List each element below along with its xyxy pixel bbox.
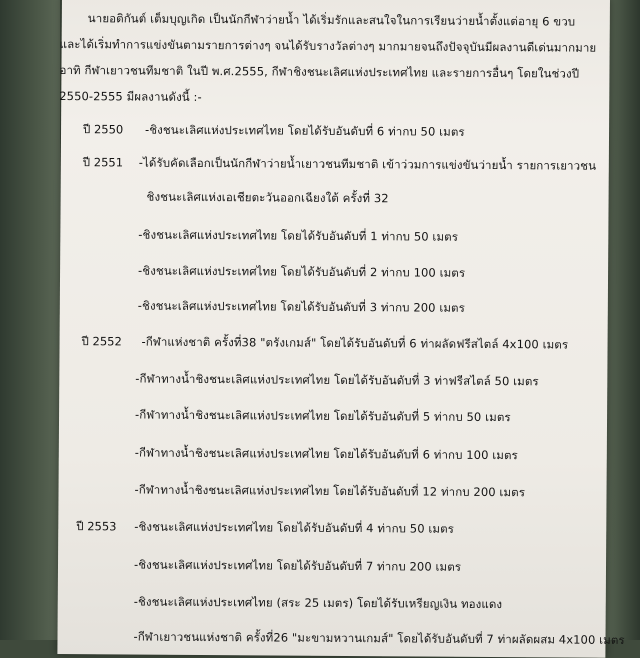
year-label-2550: ปี 2550 — [83, 122, 124, 137]
document-page — [57, 0, 625, 658]
entry-2552-4: -กีฬาทางน้ำชิงชนะเลิศแห่งประเทศไทย โดยได้รับอันดับที่ 6 ท่ากบ 100 เมตร — [134, 445, 518, 463]
entry-2552-5: -กีฬาทางน้ำชิงชนะเลิศแห่งประเทศไทย โดยได้รับอันดับที่ 12 ท่ากบ 200 เมตร — [134, 482, 526, 500]
year-label-2552: ปี 2552 — [81, 334, 122, 349]
entry-2553-1: -ชิงชนะเลิศแห่งประเทศไทย โดยได้รับอันดับที่ 4 ท่ากบ 50 เมตร — [134, 519, 455, 536]
intro-line-3: อาทิ กีฬาเยาวชนทีมชาติ ในปี พ.ศ.2555, กีฬาชิงชนะเลิศแห่งประเทศไทย และรายการอื่นๆ โดยในช่วงปี — [59, 62, 580, 81]
entry-2553-2: -ชิงชนะเลิศแห่งประเทศไทย โดยได้รับอันดับที่ 7 ท่ากบ 200 เมตร — [133, 557, 462, 574]
entry-2553-3: -ชิงชนะเลิศแห่งประเทศไทย (สระ 25 เมตร) โดยได้รับเหรียญเงิน ทองแดง — [133, 594, 503, 612]
entry-2552-1: -กีฬาแห่งชาติ ครั้งที่38 "ตรังเกมส์" โดยได้รับอันดับที่ 6 ท่าผลัดฟรีสไตล์ 4x100 เมตร — [141, 334, 569, 352]
intro-line-4: 2550-2555 มีผลงานดังนี้ :- — [59, 88, 202, 104]
entry-2550-1: -ชิงชนะเลิศแห่งประเทศไทย โดยได้รับอันดับที่ 6 ท่ากบ 50 เมตร — [145, 122, 465, 139]
entry-2552-2: -กีฬาทางน้ำชิงชนะเลิศแห่งประเทศไทย โดยได้รับอันดับที่ 3 ท่าฟรีสไตล์ 50 เมตร — [135, 371, 539, 389]
background-left — [0, 0, 60, 640]
intro-line-1: นายอติกันต์ เต็มบุญเกิด เป็นนักกีฬาว่ายน้ำ ได้เริ่มรักและสนใจในการเรียนว่ายน้ำตั้งแต่อายุ 6 ขวบ — [87, 11, 576, 29]
entry-2551-4: -ชิงชนะเลิศแห่งประเทศไทย โดยได้รับอันดับที่ 3 ท่ากบ 200 เมตร — [137, 298, 465, 315]
entry-2551-1-cont: ชิงชนะเลิศแห่งเอเชียตะวันออกเฉียงใต้ ครั้งที่ 32 — [146, 189, 389, 206]
year-label-2551: ปี 2551 — [82, 155, 124, 170]
year-label-2553: ปี 2553 — [76, 519, 117, 534]
entry-2553-4: -กีฬาเยาวชนแห่งชาติ ครั้งที่26 "มะขามหวานเกมส์" โดยได้รับอันดับที่ 7 ท่าผลัดผสม 4x100 เมตร — [133, 629, 625, 647]
entry-2552-3: -กีฬาทางน้ำชิงชนะเลิศแห่งประเทศไทย โดยได้รับอันดับที่ 5 ท่ากบ 50 เมตร — [135, 407, 511, 425]
entry-2551-1: -ได้รับคัดเลือกเป็นนักกีฬาว่ายน้ำเยาวชนทีมชาติ เข้าว่วมการแข่งขันว่ายน้ำ รายการเยาวชน — [138, 155, 597, 173]
intro-line-2: และได้เริ่มทำการแข่งขันตามรายการต่างๆ จนได้รับรางวัลต่างๆ มากมายจนถึงปัจจุบันมีผลงานดีเด่นมากมาย — [59, 36, 597, 55]
entry-2551-2: -ชิงชนะเลิศแห่งประเทศไทย โดยได้รับอันดับที่ 1 ท่ากบ 50 เมตร — [138, 227, 459, 244]
entry-2551-3: -ชิงชนะเลิศแห่งประเทศไทย โดยได้รับอันดับที่ 2 ท่ากบ 100 เมตร — [138, 263, 466, 280]
